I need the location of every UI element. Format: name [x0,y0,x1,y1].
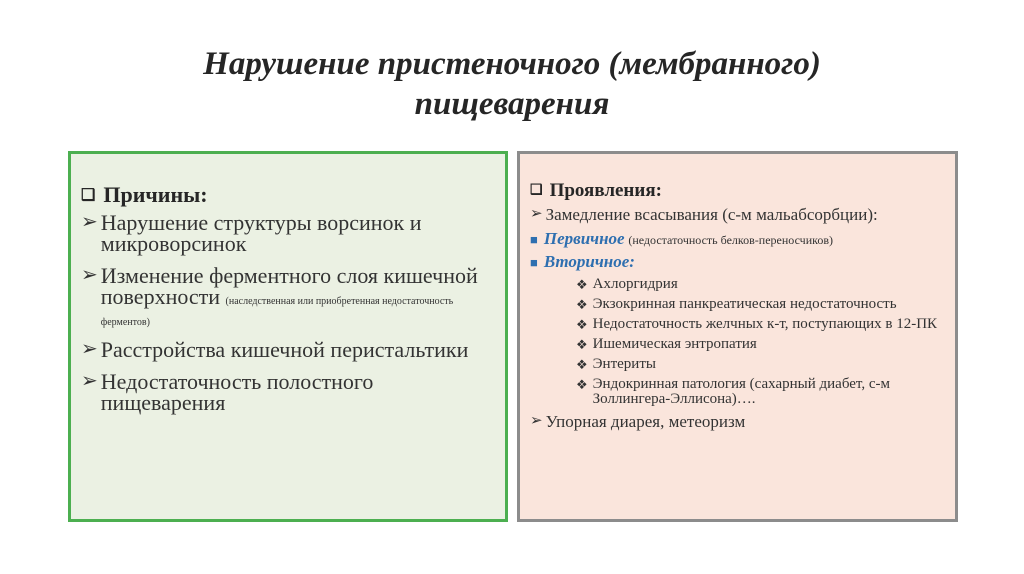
secondary-label: Вторичное: [543,252,635,271]
manifestation-item [530,206,945,223]
causes-heading: Причины: [103,182,208,207]
manifestation-text: Замедление всасывания (с-м мальабсорбции): [545,205,878,224]
cause-item [81,339,493,360]
primary-row [530,231,945,248]
diamond-icon: ❖ [576,297,588,312]
manifestation-item [530,413,945,430]
title-line-1: Нарушение пристеночного (мембранного) [203,46,821,82]
arrow-icon: ➢ [81,264,98,286]
cause-item [81,212,493,254]
secondary-item [576,277,945,292]
square-bullet-icon: ■ [530,232,538,247]
checkbox-icon: ❑ [81,187,96,204]
cause-item [81,371,493,413]
cause-text: Расстройства кишечной перистальтики [100,337,469,362]
cause-note: (наследственная или приобретенная недостаточность ферментов) [100,296,454,328]
title-line-2: пищеварения [414,86,610,122]
page-title [0,44,1024,124]
secondary-row [530,254,945,271]
cause-text: Нарушение структуры ворсинок и микроворсинок [100,210,422,256]
diamond-icon: ❖ [576,277,588,292]
causes-panel [68,151,508,522]
diamond-icon: ❖ [576,377,588,392]
secondary-text: Недостаточность желчных к-т, поступающих в 12-ПК [592,316,938,332]
secondary-text: Эндокринная патология (сахарный диабет, с-м Золлингера-Эллисона)…. [592,376,890,407]
manifestations-heading: Проявления: [549,180,662,201]
checkbox-icon: ❑ [530,183,543,198]
arrow-icon: ➢ [81,338,98,360]
diamond-icon: ❖ [576,357,588,372]
manifestations-panel [517,151,958,522]
secondary-item [576,317,945,332]
cause-text: Изменение ферментного слоя кишечной поверхности [100,263,478,309]
diamond-icon: ❖ [576,337,588,352]
arrow-icon: ➢ [530,206,543,222]
arrow-icon: ➢ [81,211,98,233]
cause-item [81,265,493,328]
manifestation-text: Упорная диарея, метеоризм [545,412,746,431]
secondary-text: Экзокринная панкреатическая недостаточность [592,296,897,312]
square-bullet-icon: ■ [530,255,538,270]
arrow-icon: ➢ [530,413,543,429]
primary-label: Первичное [543,229,625,248]
arrow-icon: ➢ [81,370,98,392]
secondary-text: Энтериты [592,356,656,372]
secondary-text: Ишемическая энтропатия [592,336,757,352]
cause-text: Недостаточность полостного пищеварения [100,369,374,415]
primary-note: (недостаточность белков-переносчиков) [628,233,834,247]
secondary-text: Ахлоргидрия [592,276,678,292]
secondary-item [576,357,945,372]
secondary-item [576,337,945,352]
secondary-item [576,297,945,312]
secondary-item [576,377,945,407]
secondary-list [576,277,945,407]
causes-heading-row [81,182,493,208]
manifestations-heading-row [530,180,945,202]
diamond-icon: ❖ [576,317,588,332]
